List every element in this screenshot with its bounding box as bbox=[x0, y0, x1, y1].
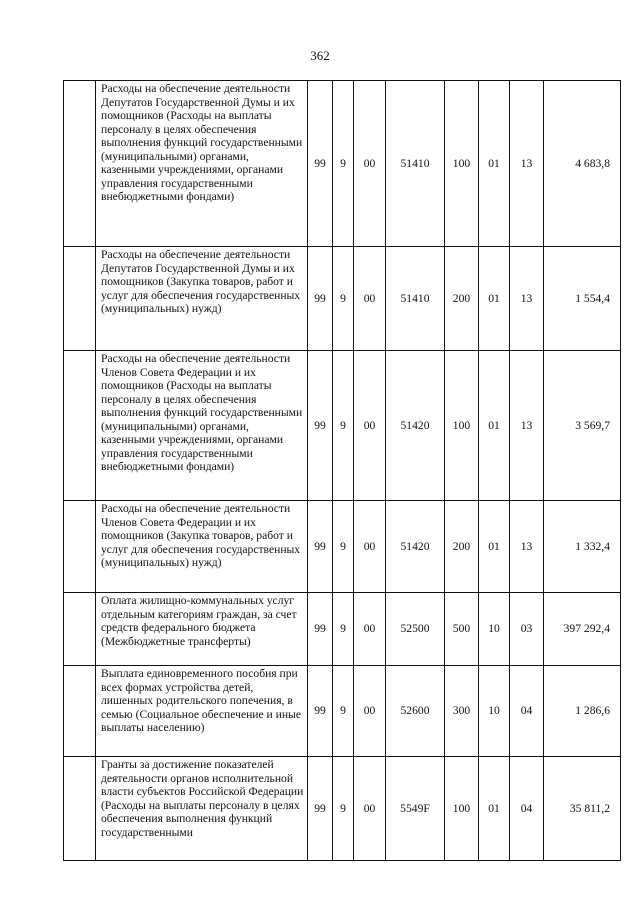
subprogram-code: 9 bbox=[333, 666, 354, 757]
expense-description: Расходы на обеспечение деятельности Членов Совета Федерации и их помощников (Расходы на выплаты персоналу в целях обеспечения выполнения функций государственными (муниципальными) органами, казенными учреждениями, органами управления государственными внебюджетными фондами) bbox=[96, 351, 308, 501]
expense-description: Выплата единовременного пособия при всех формах устройства детей, лишенных родительского попечения, в семью (Социальное обеспечение и иные выплаты населению) bbox=[96, 666, 308, 757]
direction-code: 51410 bbox=[386, 81, 445, 247]
expense-type-code: 100 bbox=[445, 351, 479, 501]
expense-description: Гранты за достижение показателей деятельности органов исполнительной власти субъектов Российской Федерации (Расходы на выплаты персоналу в целях обеспечения выполнения функций государственными bbox=[96, 757, 308, 861]
expense-type-code: 300 bbox=[445, 666, 479, 757]
program-code: 99 bbox=[308, 593, 333, 666]
subsection-code: 04 bbox=[510, 666, 544, 757]
expense-type-code: 500 bbox=[445, 593, 479, 666]
subprogram-code: 9 bbox=[333, 593, 354, 666]
program-code: 99 bbox=[308, 351, 333, 501]
expense-description: Расходы на обеспечение деятельности Депутатов Государственной Думы и их помощников (Расходы на выплаты персоналу в целях обеспечения выполнения функций государственными (муниципальными) органами, казенными учреждениями, органами управления государственными внебюджетными фондами) bbox=[96, 81, 308, 247]
row-blank-cell bbox=[64, 501, 96, 593]
subsection-code: 13 bbox=[510, 247, 544, 351]
amount-cell: 397 292,4 bbox=[544, 593, 621, 666]
amount-cell: 1 554,4 bbox=[544, 247, 621, 351]
amount-cell: 35 811,2 bbox=[544, 757, 621, 861]
direction-code: 52600 bbox=[386, 666, 445, 757]
subprogram-code: 9 bbox=[333, 247, 354, 351]
main-event-code: 00 bbox=[354, 247, 386, 351]
subsection-code: 13 bbox=[510, 81, 544, 247]
row-blank-cell bbox=[64, 666, 96, 757]
page-number: 362 bbox=[310, 48, 330, 63]
amount-cell: 3 569,7 bbox=[544, 351, 621, 501]
expense-type-code: 200 bbox=[445, 501, 479, 593]
subsection-code: 04 bbox=[510, 757, 544, 861]
budget-table bbox=[63, 80, 621, 861]
row-blank-cell bbox=[64, 81, 96, 247]
subsection-code: 03 bbox=[510, 593, 544, 666]
section-code: 10 bbox=[479, 593, 510, 666]
section-code: 01 bbox=[479, 81, 510, 247]
program-code: 99 bbox=[308, 247, 333, 351]
direction-code: 52500 bbox=[386, 593, 445, 666]
expense-description: Расходы на обеспечение деятельности Депутатов Государственной Думы и их помощников (Закупка товаров, работ и услуг для обеспечения государственных (муниципальных) нужд) bbox=[96, 247, 308, 351]
subprogram-code: 9 bbox=[333, 757, 354, 861]
subsection-code: 13 bbox=[510, 501, 544, 593]
main-event-code: 00 bbox=[354, 351, 386, 501]
table-row bbox=[64, 501, 621, 593]
subsection-code: 13 bbox=[510, 351, 544, 501]
table-row bbox=[64, 81, 621, 247]
direction-code: 51420 bbox=[386, 501, 445, 593]
amount-cell: 1 286,6 bbox=[544, 666, 621, 757]
row-blank-cell bbox=[64, 593, 96, 666]
main-event-code: 00 bbox=[354, 593, 386, 666]
row-blank-cell bbox=[64, 247, 96, 351]
main-event-code: 00 bbox=[354, 501, 386, 593]
expense-type-code: 100 bbox=[445, 757, 479, 861]
expense-type-code: 200 bbox=[445, 247, 479, 351]
table-row bbox=[64, 351, 621, 501]
expense-type-code: 100 bbox=[445, 81, 479, 247]
main-event-code: 00 bbox=[354, 757, 386, 861]
expense-description: Оплата жилищно-коммунальных услуг отдельным категориям граждан, за счет средств федерального бюджета (Межбюджетные трансферты) bbox=[96, 593, 308, 666]
table-row bbox=[64, 666, 621, 757]
expense-description: Расходы на обеспечение деятельности Членов Совета Федерации и их помощников (Закупка товаров, работ и услуг для обеспечения государственных (муниципальных) нужд) bbox=[96, 501, 308, 593]
row-blank-cell bbox=[64, 351, 96, 501]
direction-code: 5549F bbox=[386, 757, 445, 861]
direction-code: 51410 bbox=[386, 247, 445, 351]
amount-cell: 4 683,8 bbox=[544, 81, 621, 247]
section-code: 01 bbox=[479, 351, 510, 501]
program-code: 99 bbox=[308, 666, 333, 757]
amount-cell: 1 332,4 bbox=[544, 501, 621, 593]
main-event-code: 00 bbox=[354, 81, 386, 247]
section-code: 01 bbox=[479, 247, 510, 351]
section-code: 01 bbox=[479, 757, 510, 861]
subprogram-code: 9 bbox=[333, 81, 354, 247]
row-blank-cell bbox=[64, 757, 96, 861]
table-row bbox=[64, 757, 621, 861]
subprogram-code: 9 bbox=[333, 501, 354, 593]
subprogram-code: 9 bbox=[333, 351, 354, 501]
program-code: 99 bbox=[308, 501, 333, 593]
direction-code: 51420 bbox=[386, 351, 445, 501]
program-code: 99 bbox=[308, 81, 333, 247]
section-code: 10 bbox=[479, 666, 510, 757]
program-code: 99 bbox=[308, 757, 333, 861]
table-row bbox=[64, 247, 621, 351]
main-event-code: 00 bbox=[354, 666, 386, 757]
section-code: 01 bbox=[479, 501, 510, 593]
table-row bbox=[64, 593, 621, 666]
